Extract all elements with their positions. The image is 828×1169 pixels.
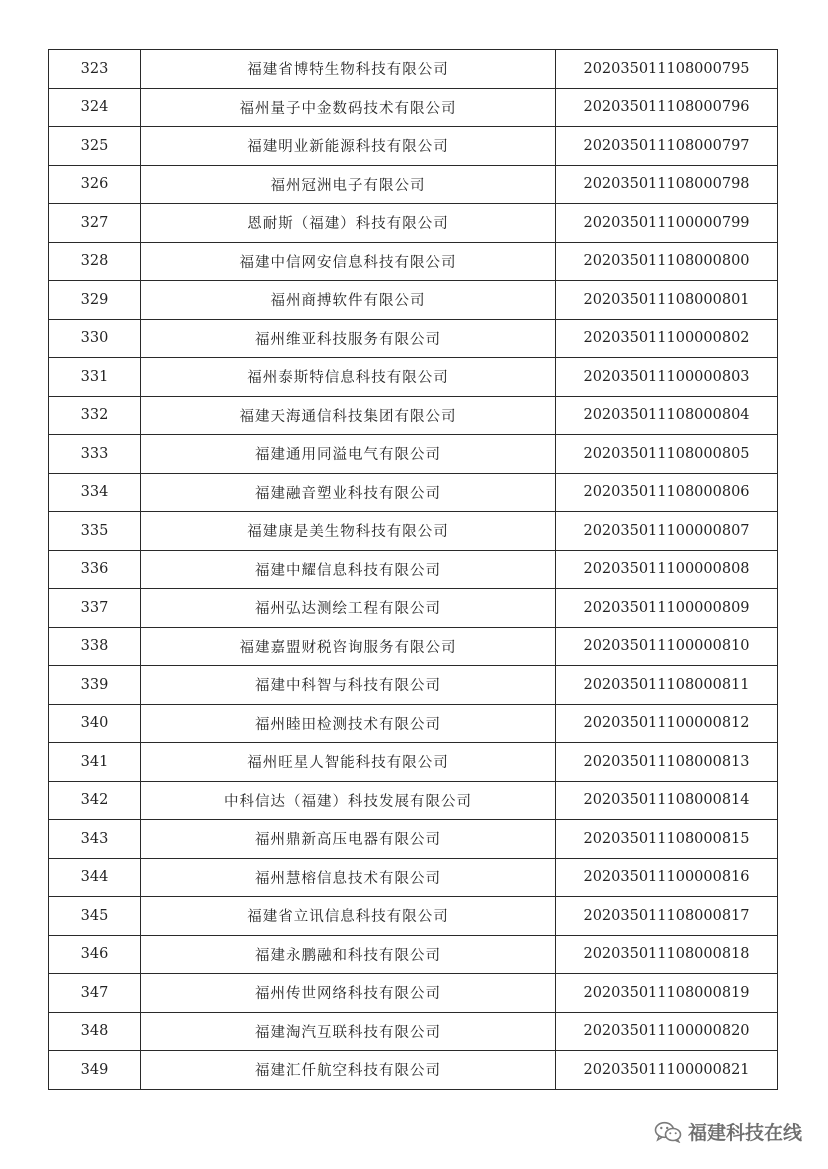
registration-code: 202035011100000821: [556, 1051, 778, 1090]
table-row: [49, 627, 778, 666]
table-row: [49, 242, 778, 281]
row-index: 328: [49, 242, 141, 281]
registration-code: 202035011108000819: [556, 974, 778, 1013]
row-index: 325: [49, 127, 141, 166]
company-name: 福建中耀信息科技有限公司: [141, 550, 556, 589]
wechat-icon: [654, 1121, 682, 1143]
table-row: [49, 358, 778, 397]
registration-code: 202035011108000813: [556, 743, 778, 782]
company-name: 福建淘汽互联科技有限公司: [141, 1012, 556, 1051]
table-row: [49, 50, 778, 89]
company-name: 中科信达（福建）科技发展有限公司: [141, 781, 556, 820]
company-name: 福州旺星人智能科技有限公司: [141, 743, 556, 782]
table-row: [49, 512, 778, 551]
registration-code: 202035011108000814: [556, 781, 778, 820]
watermark: [654, 1118, 802, 1145]
company-name: 福建嘉盟财税咨询服务有限公司: [141, 627, 556, 666]
row-index: 338: [49, 627, 141, 666]
table-row: [49, 743, 778, 782]
table-row: [49, 319, 778, 358]
table-row: [49, 204, 778, 243]
company-name: 福州量子中金数码技术有限公司: [141, 88, 556, 127]
registration-code: 202035011108000800: [556, 242, 778, 281]
row-index: 347: [49, 974, 141, 1013]
registration-code: 202035011100000820: [556, 1012, 778, 1051]
row-index: 324: [49, 88, 141, 127]
row-index: 348: [49, 1012, 141, 1051]
registration-code: 202035011108000817: [556, 897, 778, 936]
registration-code: 202035011100000809: [556, 589, 778, 628]
row-index: 335: [49, 512, 141, 551]
company-name: 福州商搏软件有限公司: [141, 281, 556, 320]
row-index: 344: [49, 858, 141, 897]
table-row: [49, 820, 778, 859]
row-index: 333: [49, 435, 141, 474]
company-name: 福建永鹏融和科技有限公司: [141, 935, 556, 974]
registration-code: 202035011100000808: [556, 550, 778, 589]
company-name: 福建汇仟航空科技有限公司: [141, 1051, 556, 1090]
company-name: 福建中信网安信息科技有限公司: [141, 242, 556, 281]
company-name: 福州鼎新高压电器有限公司: [141, 820, 556, 859]
registration-code: 202035011108000811: [556, 666, 778, 705]
row-index: 334: [49, 473, 141, 512]
registration-code: 202035011108000797: [556, 127, 778, 166]
table-row: [49, 550, 778, 589]
row-index: 329: [49, 281, 141, 320]
registry-table-body: [49, 50, 778, 1090]
company-name: 福州泰斯特信息科技有限公司: [141, 358, 556, 397]
registration-code: 202035011100000816: [556, 858, 778, 897]
company-name: 福建明业新能源科技有限公司: [141, 127, 556, 166]
registration-code: 202035011108000806: [556, 473, 778, 512]
company-name: 福建融音塑业科技有限公司: [141, 473, 556, 512]
row-index: 323: [49, 50, 141, 89]
row-index: 326: [49, 165, 141, 204]
registration-code: 202035011100000803: [556, 358, 778, 397]
row-index: 343: [49, 820, 141, 859]
row-index: 330: [49, 319, 141, 358]
table-row: [49, 589, 778, 628]
row-index: 337: [49, 589, 141, 628]
registration-code: 202035011108000795: [556, 50, 778, 89]
company-name: 恩耐斯（福建）科技有限公司: [141, 204, 556, 243]
registration-code: 202035011108000818: [556, 935, 778, 974]
registration-code: 202035011108000805: [556, 435, 778, 474]
table-row: [49, 281, 778, 320]
table-row: [49, 704, 778, 743]
table-row: [49, 435, 778, 474]
table-row: [49, 1012, 778, 1051]
company-name: 福州传世网络科技有限公司: [141, 974, 556, 1013]
table-row: [49, 974, 778, 1013]
table-row: [49, 396, 778, 435]
registration-code: 202035011100000812: [556, 704, 778, 743]
company-name: 福建省博特生物科技有限公司: [141, 50, 556, 89]
row-index: 349: [49, 1051, 141, 1090]
row-index: 327: [49, 204, 141, 243]
registration-code: 202035011100000802: [556, 319, 778, 358]
table-row: [49, 935, 778, 974]
table-row: [49, 127, 778, 166]
table-row: [49, 88, 778, 127]
row-index: 346: [49, 935, 141, 974]
registration-code: 202035011108000801: [556, 281, 778, 320]
company-name: 福州慧榕信息技术有限公司: [141, 858, 556, 897]
table-row: [49, 1051, 778, 1090]
row-index: 336: [49, 550, 141, 589]
company-name: 福州维亚科技服务有限公司: [141, 319, 556, 358]
registration-code: 202035011108000798: [556, 165, 778, 204]
row-index: 342: [49, 781, 141, 820]
registration-code: 202035011108000815: [556, 820, 778, 859]
table-row: [49, 858, 778, 897]
table-row: [49, 897, 778, 936]
registration-code: 202035011100000799: [556, 204, 778, 243]
company-name: 福建天海通信科技集团有限公司: [141, 396, 556, 435]
table-row: [49, 165, 778, 204]
row-index: 332: [49, 396, 141, 435]
company-name: 福州弘达测绘工程有限公司: [141, 589, 556, 628]
row-index: 341: [49, 743, 141, 782]
registration-code: 202035011108000796: [556, 88, 778, 127]
row-index: 339: [49, 666, 141, 705]
registration-code: 202035011100000807: [556, 512, 778, 551]
registry-table: [48, 49, 778, 1090]
watermark-text: 福建科技在线: [687, 1122, 802, 1144]
table-row: [49, 781, 778, 820]
company-name: 福州睦田检测技术有限公司: [141, 704, 556, 743]
company-name: 福建省立讯信息科技有限公司: [141, 897, 556, 936]
table-row: [49, 666, 778, 705]
row-index: 331: [49, 358, 141, 397]
row-index: 340: [49, 704, 141, 743]
registration-code: 202035011100000810: [556, 627, 778, 666]
row-index: 345: [49, 897, 141, 936]
registration-code: 202035011108000804: [556, 396, 778, 435]
company-name: 福建中科智与科技有限公司: [141, 666, 556, 705]
company-name: 福建通用同溢电气有限公司: [141, 435, 556, 474]
company-name: 福州冠洲电子有限公司: [141, 165, 556, 204]
table-row: [49, 473, 778, 512]
company-name: 福建康是美生物科技有限公司: [141, 512, 556, 551]
